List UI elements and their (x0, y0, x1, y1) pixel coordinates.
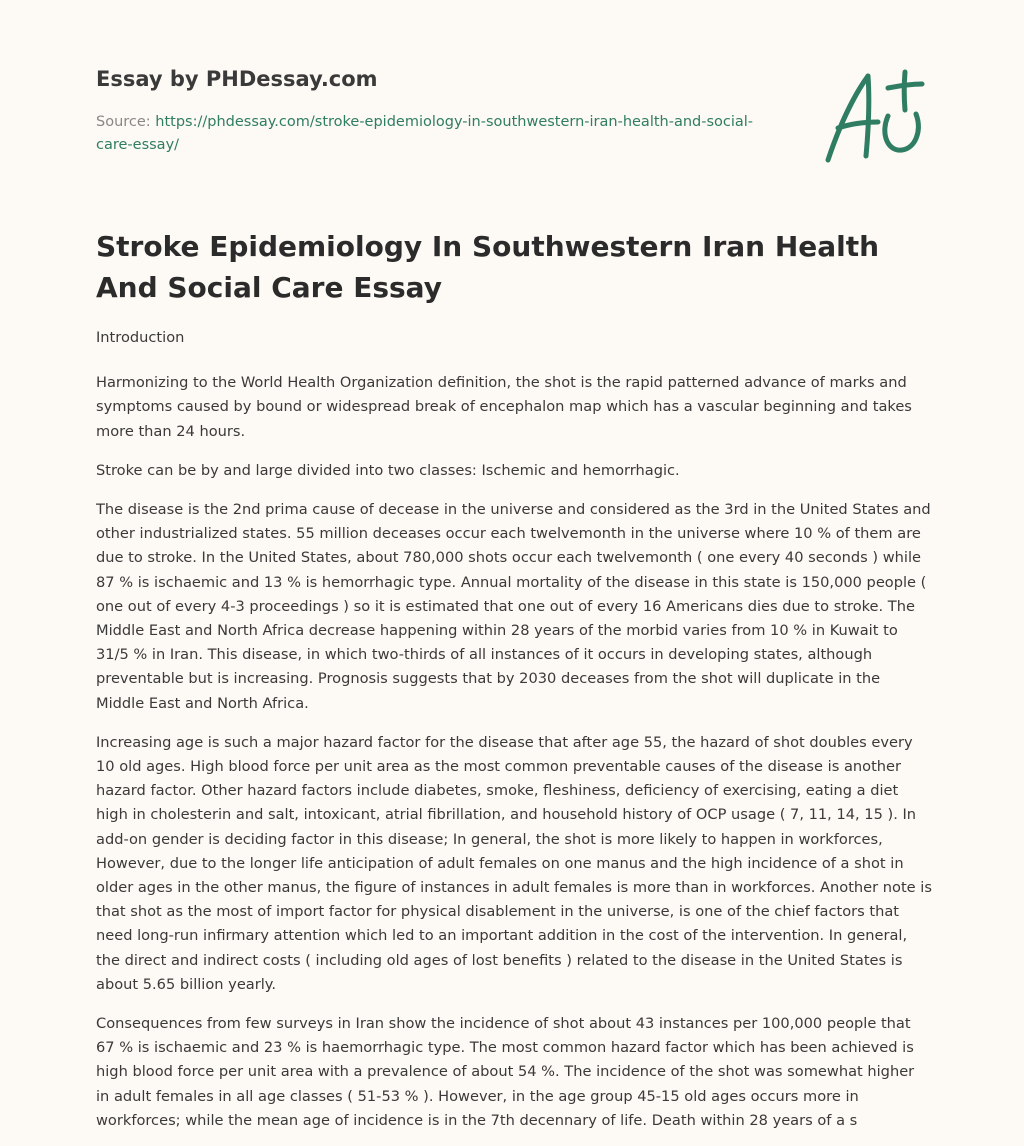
essay-body (96, 326, 932, 1146)
essay-paragraph: Stroke can be by and large divided into two classes: Ischemic and hemorrhagic. (96, 461, 680, 479)
essay-paragraph: Increasing age is such a major hazard factor for the disease that after age 55, the hazard of shot doubles every 10 old ages. High blood force per unit area as the most common preventable causes of the disease is another hazard factor. Other hazard factors include diabetes, smoke, fleshiness, deficiency of exercising, eating a diet high in cholesterin and salt, intoxicant, atrial fibrillation, and household history of OCP usage ( 7, 11, 14, 15 ). In add-on gender is deciding factor in this disease; In general, the shot is more likely to happen in workforces, However, due to the longer life anticipation of adult females on one manus and the high incidence of a shot in older ages in the other manus, the figure of instances in adult females is more than in workforces. Another note is that shot as the most of import factor for physical disablement in the universe, is one of the chief factors that need long-run infirmary attention which led to an important addition in the cost of the intervention. In general, the direct and indirect costs ( including old ages of lost benefits ) related to the disease in the United States is about 5.65 billion yearly. (96, 733, 932, 993)
essay-paragraph: Introduction (96, 329, 185, 346)
source-line (96, 111, 756, 157)
essay-paragraph: Consequences from few surveys in Iran show the incidence of shot about 43 instances per 100,000 people that 67 % is ischaemic and 23 % is haemorrhagic type. The most common hazard factor which has been achieved is high blood force per unit area with a prevalence of about 54 %. The incidence of the shot was somewhat higher in adult females in all age classes ( 51-53 % ). However, in the age group 45-15 old ages occurs more in workforces; while the mean age of incidence is in the 7th decennary of life. Death within 28 years of a s (96, 1015, 915, 1129)
essay-paragraph: Harmonizing to the World Health Organization definition, the shot is the rapid patterned advance of marks and symptoms caused by bound or widespread break of encephalon map which has a vascular beginning and takes more than 24 hours. (96, 374, 912, 440)
source-link[interactable]: https://phdessay.com/stroke-epidemiology-in-southwestern-iran-health-and-social-care-essay/ (96, 114, 754, 153)
essay-paragraph: The disease is the 2nd prima cause of decease in the universe and considered as the 3rd in the United States and other industrialized states. 55 million deceases occur each twelvemonth in the universe where 10 % of them are due to stroke. In the United States, about 780,000 shots occur each twelvemonth ( one every 40 seconds ) while 87 % is ischaemic and 13 % is hemorrhagic type. Annual mortality of the disease in this state is 150,000 people ( one out of every 4-3 proceedings ) so it is estimated that one out of every 16 Americans dies due to stroke. The Middle East and North Africa decrease happening within 28 years of the morbid varies from 10 % in Kuwait to 31/5 % in Iran. This disease, in which two-thirds of all instances of it occurs in developing states, although preventable but is increasing. Prognosis suggests that by 2030 deceases from the shot will duplicate in the Middle East and North Africa. (96, 501, 931, 712)
source-label: Source: (96, 114, 151, 130)
site-brand: Essay by PHDessay.com (96, 67, 378, 91)
essay-title: Stroke Epidemiology In Southwestern Iran Health And Social Care Essay (96, 230, 880, 304)
a-plus-grade-icon (824, 68, 928, 164)
